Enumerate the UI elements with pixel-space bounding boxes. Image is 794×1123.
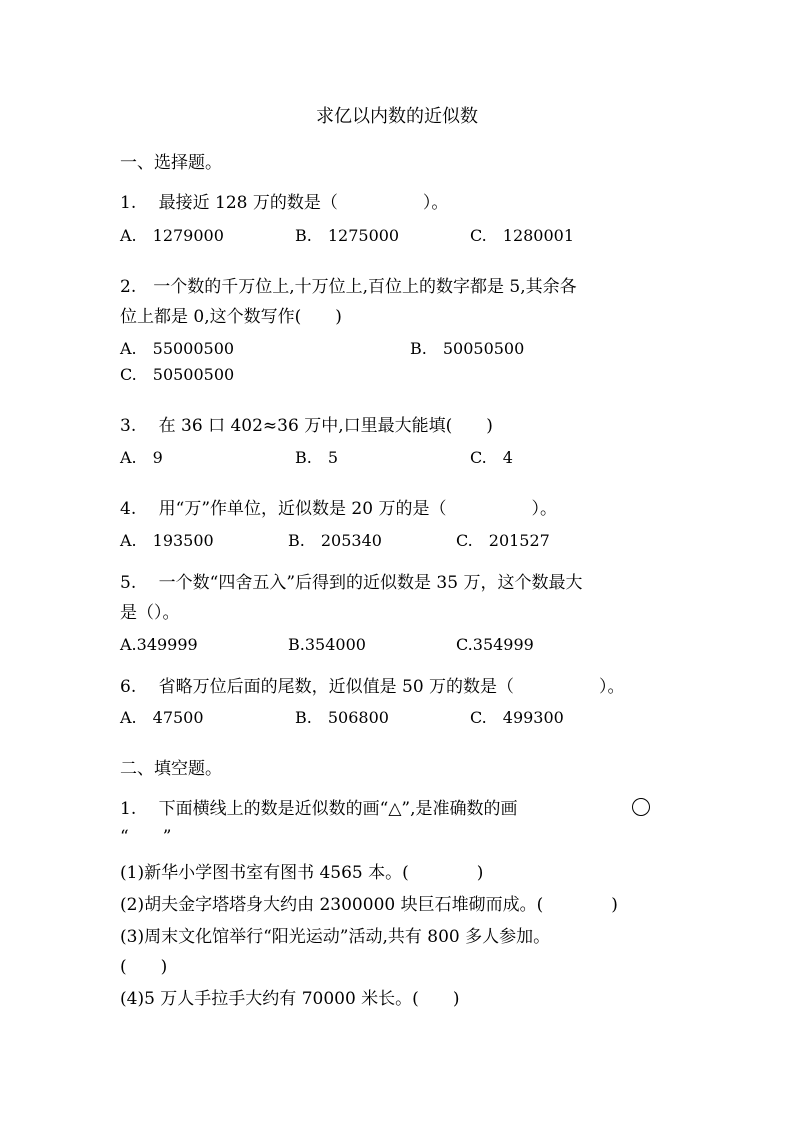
question-6-text: 6. 省略万位后面的尾数，近似值是 50 万的数是（ ）。 xyxy=(120,677,625,697)
question-1-option-a: A. 1279000 xyxy=(120,226,224,245)
fill-item-3-bracket: ( ) xyxy=(120,957,168,977)
question-5-line2: 是（）。 xyxy=(120,603,180,623)
question-5-option-a: A.349999 xyxy=(120,635,198,654)
question-4-option-c: C. 201527 xyxy=(456,531,550,550)
page-title: 求亿以内数的近似数 xyxy=(316,106,478,127)
question-2-option-c: C. 50500500 xyxy=(120,365,235,384)
question-2-line2: 位上都是 0,这个数写作( ) xyxy=(120,307,342,327)
fill-item-3: (3)周末文化馆举行“阳光运动”活动,共有 800 多人参加。 xyxy=(120,927,551,947)
fill-item-4: (4)5 万人手拉手大约有 70000 米长。( ) xyxy=(120,989,460,1009)
question-3-option-a: A. 9 xyxy=(120,448,163,467)
fill-item-1: (1)新华小学图书室有图书 4565 本。( ) xyxy=(120,863,484,883)
section2-heading: 二、填空题。 xyxy=(120,759,222,779)
question-2-line1: 2. 一个数的千万位上,十万位上,百位上的数字都是 5,其余各 xyxy=(120,277,577,297)
question-3-option-c: C. 4 xyxy=(470,448,513,467)
question-3-option-b: B. 5 xyxy=(295,448,339,467)
question-5-option-b: B.354000 xyxy=(288,635,366,654)
question-2-option-a: A. 55000500 xyxy=(120,339,235,358)
fill-question-1-line2: “ ” xyxy=(120,827,172,847)
question-1-option-c: C. 1280001 xyxy=(470,226,575,245)
question-2-option-b: B. 50050500 xyxy=(410,339,525,358)
circle-symbol-icon xyxy=(632,798,650,816)
question-4-option-b: B. 205340 xyxy=(288,531,382,550)
section1-heading: 一、选择题。 xyxy=(120,153,222,173)
question-6-option-c: C. 499300 xyxy=(470,708,564,727)
question-5-line1: 5. 一个数“四舍五入”后得到的近似数是 35 万，这个数最大 xyxy=(120,573,583,593)
question-1-text: 1. 最接近 128 万的数是（ ）。 xyxy=(120,193,449,213)
question-4-text: 4. 用“万”作单位，近似数是 20 万的是（ ）。 xyxy=(120,499,557,519)
question-6-option-a: A. 47500 xyxy=(120,708,204,727)
fill-question-1-line1: 1. 下面横线上的数是近似数的画“△”,是准确数的画 xyxy=(120,799,518,819)
question-6-option-b: B. 506800 xyxy=(295,708,389,727)
question-4-option-a: A. 193500 xyxy=(120,531,214,550)
fill-item-2: (2)胡夫金字塔塔身大约由 2300000 块巨石堆砌而成。( ) xyxy=(120,895,618,915)
question-1-option-b: B. 1275000 xyxy=(295,226,400,245)
question-5-option-c: C.354999 xyxy=(456,635,534,654)
question-3-text: 3. 在 36 口 402≈36 万中,口里最大能填( ) xyxy=(120,416,493,436)
